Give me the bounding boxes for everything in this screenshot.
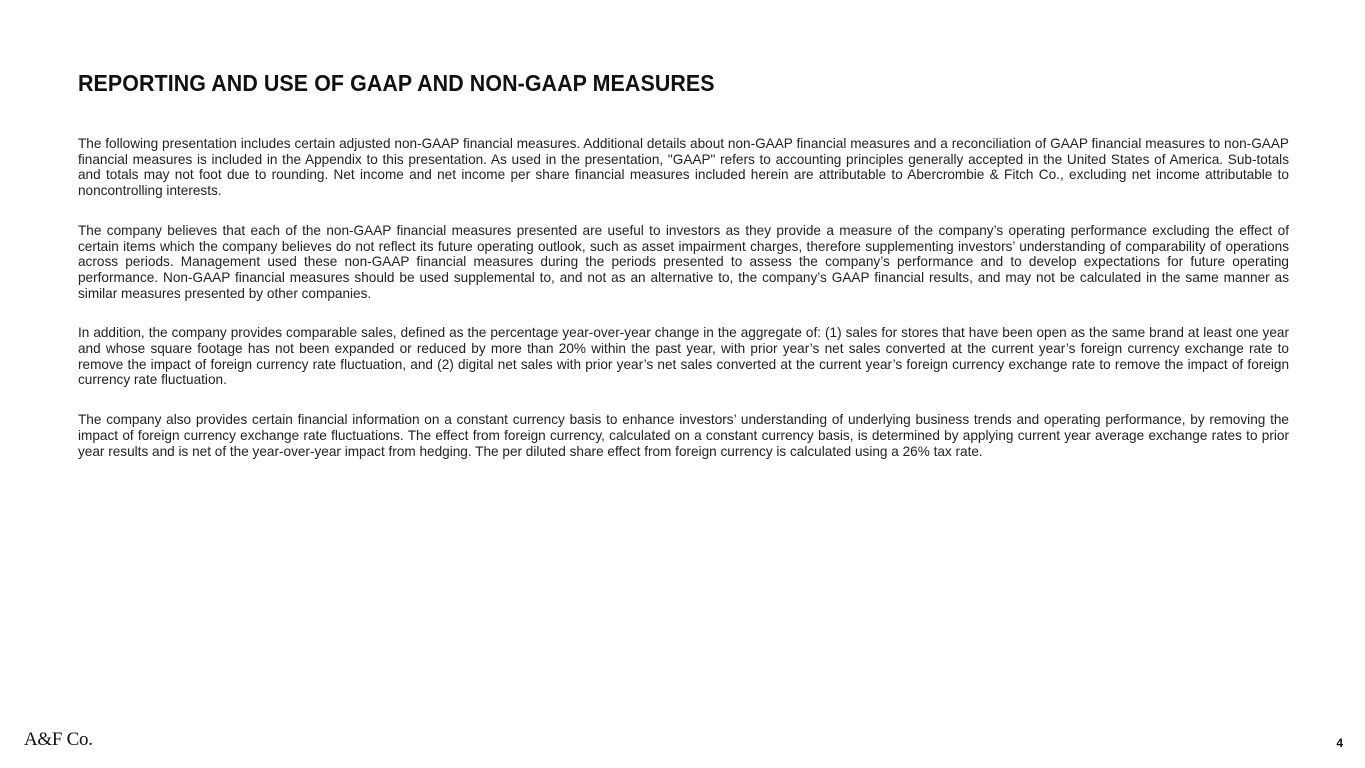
page-number: 4 bbox=[1336, 736, 1343, 750]
paragraph-comparable-sales: In addition, the company provides comparable sales, defined as the percentage year-over-year change in the aggregate of: (1) sales for stores that have been open as the same brand at least one year and whose square footage has not been expanded or reduced by more than 20% within the past year, with prior year’s net sales converted at the current year’s foreign currency exchange rate to remove the impact of foreign currency rate fluctuation, and (2) digital net sales with prior year’s net sales converted at the current year’s foreign currency exchange rate to remove the impact of foreign currency rate fluctuation. bbox=[78, 325, 1289, 388]
paragraph-gaap-overview: The following presentation includes certain adjusted non-GAAP financial measures. Additional details about non-GAAP financial measures and a reconciliation of GAAP financial measures to non-GAAP financial measures is included in the Appendix to this presentation. As used in the presentation, "GAAP" refers to accounting principles generally accepted in the United States of America. Sub-totals and totals may not foot due to rounding. Net income and net income per share financial measures included herein are attributable to Abercrombie & Fitch Co., excluding net income attributable to noncontrolling interests. bbox=[78, 136, 1289, 199]
page-title: REPORTING AND USE OF GAAP AND NON-GAAP MEASURES bbox=[78, 70, 715, 96]
paragraph-non-gaap-usefulness: The company believes that each of the non-GAAP financial measures presented are useful to investors as they provide a measure of the company’s operating performance excluding the effect of certain items which the company believes do not reflect its future operating outlook, such as asset impairment charges, therefore supplementing investors’ understanding of comparability of operations across periods. Management used these non-GAAP financial measures during the periods presented to assess the company’s performance and to develop expectations for future operating performance. Non-GAAP financial measures should be used supplemental to, and not as an alternative to, the company’s GAAP financial results, and may not be calculated in the same manner as similar measures presented by other companies. bbox=[78, 222, 1289, 301]
body-text bbox=[78, 136, 1289, 483]
paragraph-constant-currency: The company also provides certain financial information on a constant currency basis to enhance investors’ understanding of underlying business trends and operating performance, by removing the impact of foreign currency exchange rate fluctuations. The effect from foreign currency, calculated on a constant currency basis, is determined by applying current year average exchange rates to prior year results and is net of the year-over-year impact from hedging. The per diluted share effect from foreign currency is calculated using a 26% tax rate. bbox=[78, 412, 1289, 459]
company-logo: A&F Co. bbox=[24, 729, 93, 750]
